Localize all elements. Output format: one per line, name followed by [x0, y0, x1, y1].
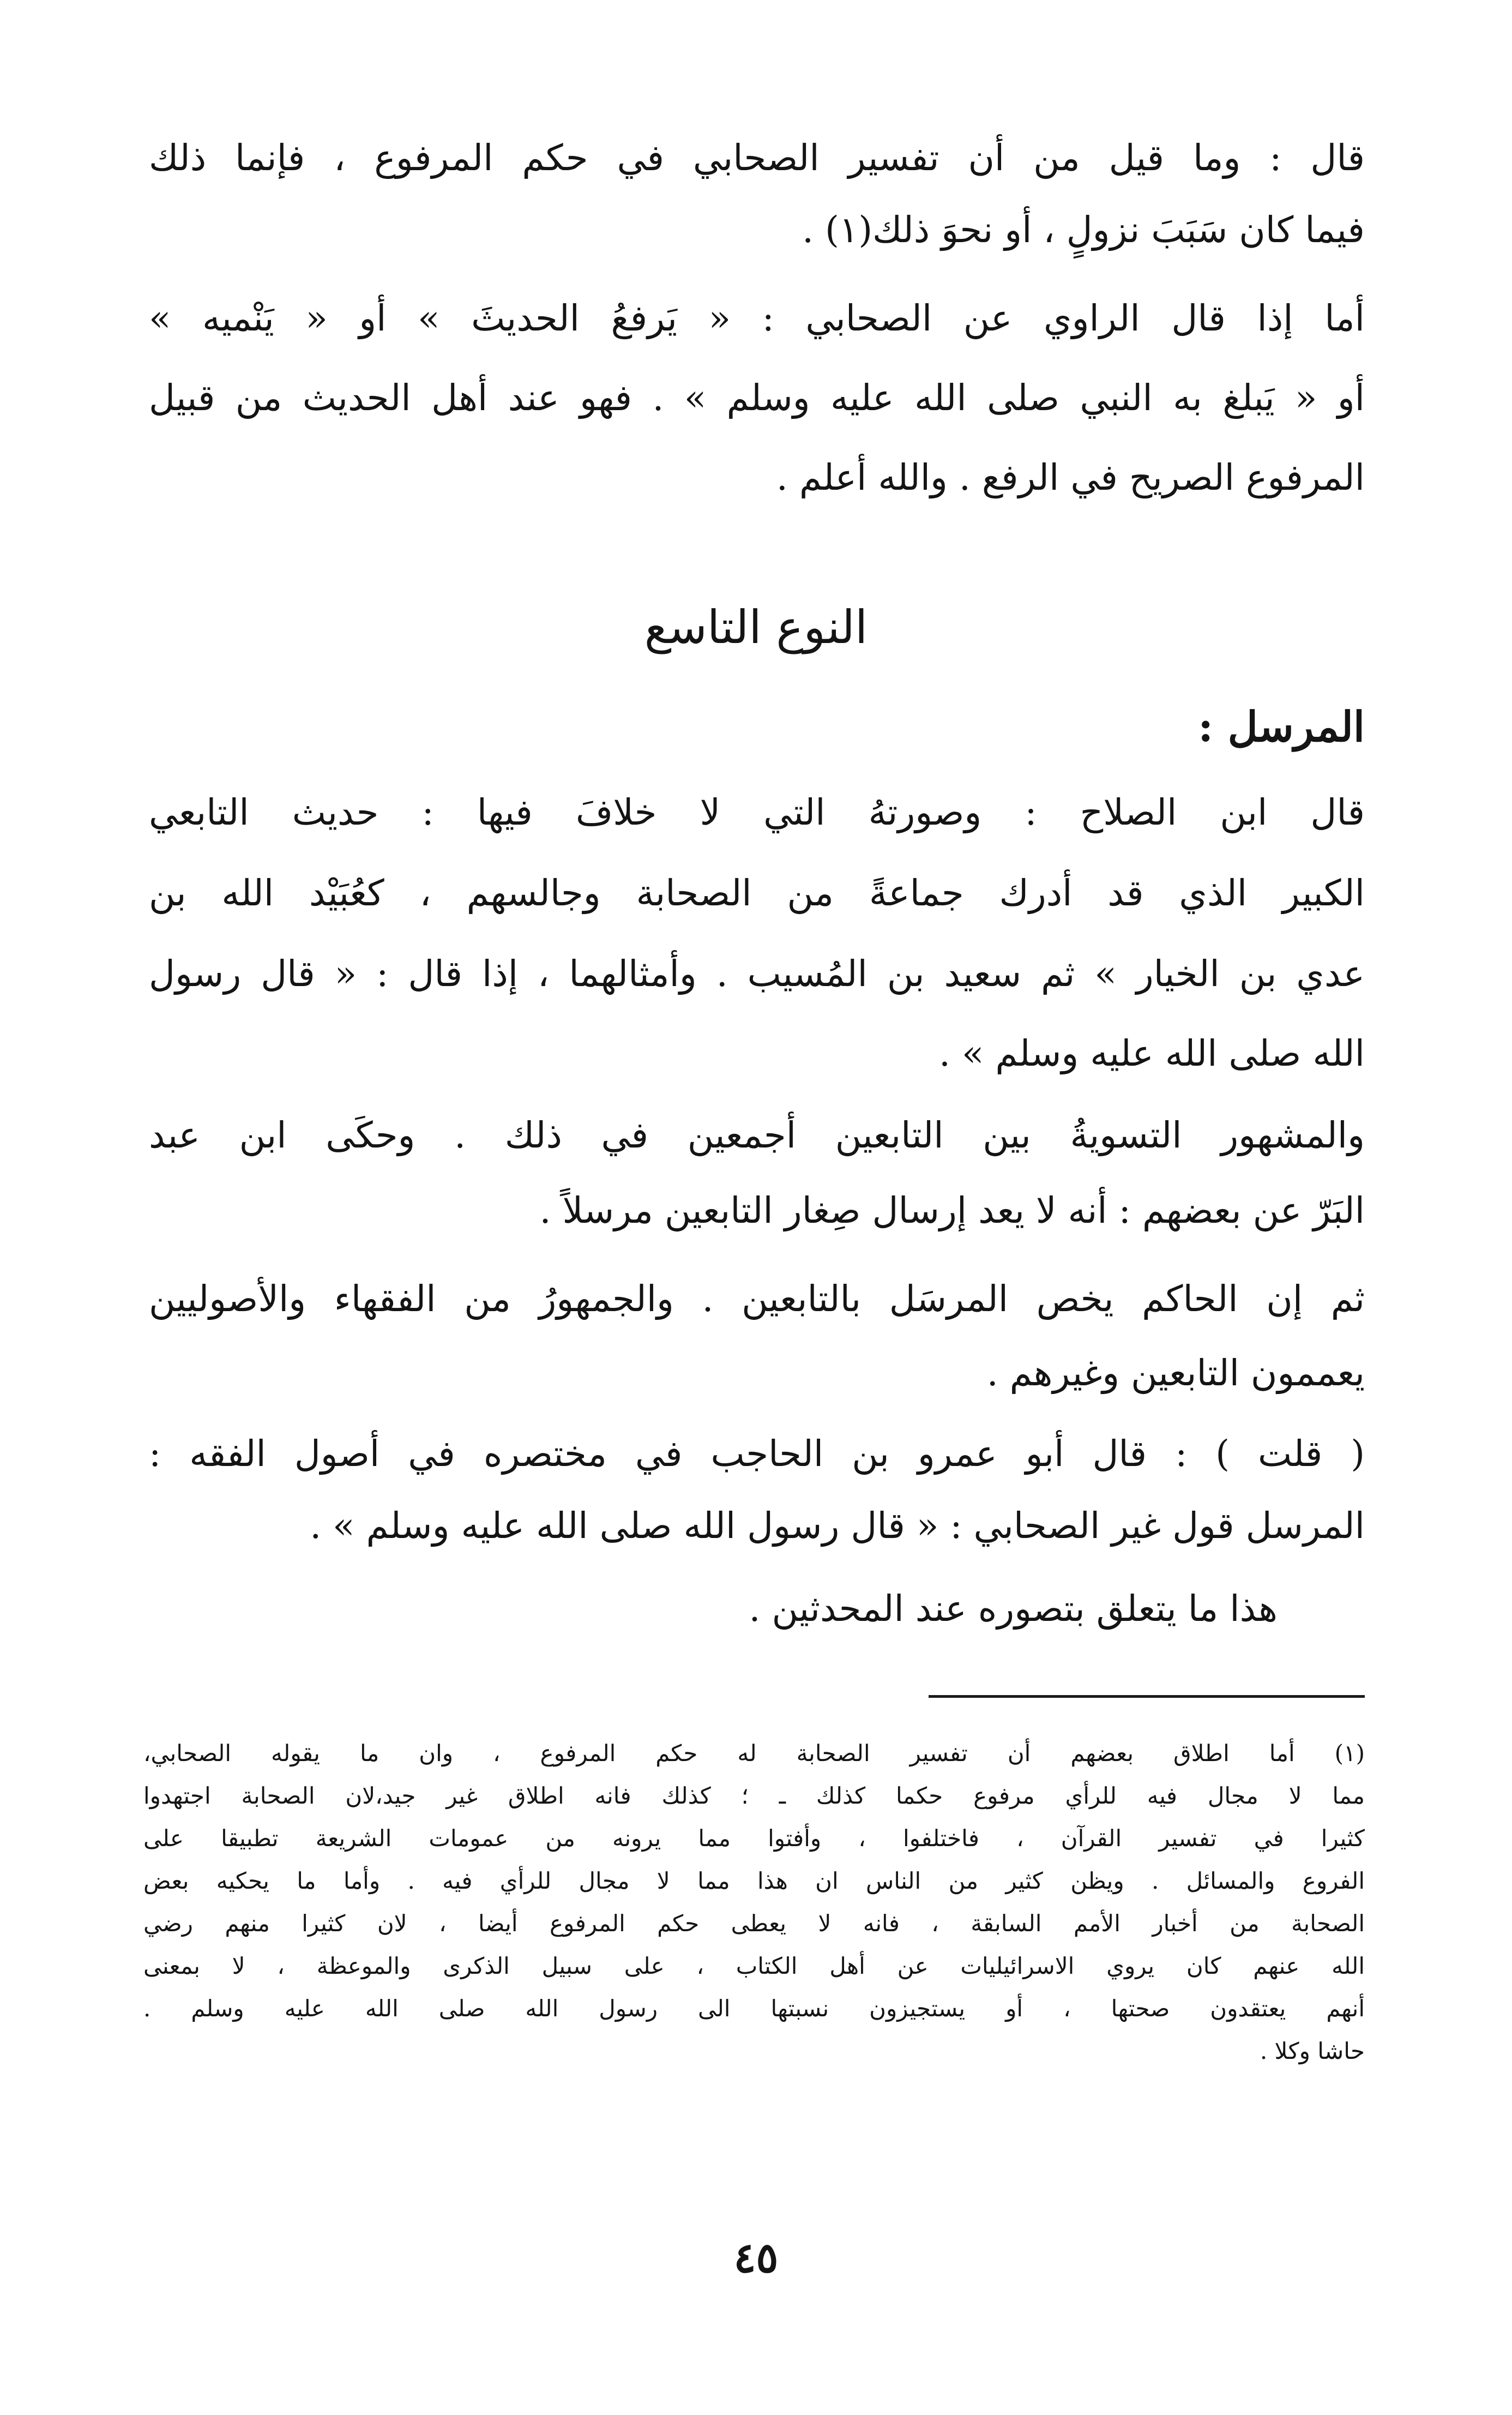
body-line: يعممون التابعين وغيرهم . [986, 1352, 1365, 1394]
footnote-line: كثيرا في تفسير القرآن ، فاختلفوا ، وأفتوا مما يرونه من عمومات الشريعة تطبيقا على [143, 1825, 1365, 1852]
page-number: ٤٥ [733, 2233, 779, 2282]
section-title: النوع التاسع [644, 600, 868, 654]
footnote-line: الفروع والمسائل . ويظن كثير من الناس ان هذا مما لا مجال للرأي فيه . وأما ما يحكيه بعض [143, 1867, 1365, 1894]
footnote-line: مما لا مجال فيه للرأي مرفوع حكما كذلك ـ ؛ كذلك فانه اطلاق غير جيد،لان الصحابة اجتهدوا [143, 1782, 1365, 1809]
body-line: المرفوع الصريح في الرفع . والله أعلم . [776, 456, 1365, 498]
footnote-line: الله عنهم كان يروي الاسرائيليات عن أهل الكتاب ، على سبيل الذكرى والموعظة ، لا بمعنى [143, 1953, 1365, 1979]
body-line: عدي بن الخيار » ثم سعيد بن المُسيب . وأمثالهما ، إذا قال : « قال رسول [149, 953, 1365, 995]
body-line: ( قلت ) : قال أبو عمرو بن الحاجب في مختصره في أصول الفقه : [149, 1433, 1365, 1475]
body-line: هذا ما يتعلق بتصوره عند المحدثين . [749, 1588, 1278, 1630]
body-line: ثم إن الحاكم يخص المرسَل بالتابعين . والجمهورُ من الفقهاء والأصوليين [149, 1278, 1365, 1320]
body-line: أو « يَبلغ به النبي صلى الله عليه وسلم » . فهو عند أهل الحديث من قبيل [149, 377, 1365, 419]
body-line: الله صلى الله عليه وسلم » . [939, 1032, 1365, 1074]
footnote-line: حاشا وكلا . [1260, 2038, 1365, 2064]
body-line: البَرّ عن بعضهم : أنه لا يعد إرسال صِغار التابعين مرسلاً . [539, 1190, 1365, 1231]
body-line: أما إذا قال الراوي عن الصحابي : « يَرفعُ الحديثَ » أو « يَنْميه » [149, 297, 1365, 339]
body-line: المرسل قول غير الصحابي : « قال رسول الله صلى الله عليه وسلم » . [310, 1505, 1365, 1547]
footnote-separator [929, 1695, 1365, 1698]
footnote-line: الصحابة من أخبار الأمم السابقة ، فانه لا يعطى حكم المرفوع أيضا ، لان كثيرا منهم رضي [143, 1910, 1365, 1937]
section-subtitle: المرسل : [1198, 702, 1365, 751]
body-line: قال : وما قيل من أن تفسير الصحابي في حكم المرفوع ، فإنما ذلك [149, 137, 1365, 179]
body-line: الكبير الذي قد أدرك جماعةً من الصحابة وجالسهم ، كعُبَيْد الله بن [149, 872, 1365, 914]
body-line: فيما كان سَبَبَ نزولٍ ، أو نحوَ ذلك(١) . [802, 209, 1365, 251]
body-line: قال ابن الصلاح : وصورتهُ التي لا خلافَ فيها : حديث التابعي [149, 791, 1365, 833]
body-line: والمشهور التسويةُ بين التابعين أجمعين في ذلك . وحكَى ابن عبد [149, 1114, 1365, 1156]
footnote-line: (١) أما اطلاق بعضهم أن تفسير الصحابة له حكم المرفوع ، وان ما يقوله الصحابي، [143, 1740, 1365, 1767]
footnote-line: أنهم يعتقدون صحتها ، أو يستجيزون نسبتها الى رسول الله صلى الله عليه وسلم . [143, 1995, 1365, 2022]
